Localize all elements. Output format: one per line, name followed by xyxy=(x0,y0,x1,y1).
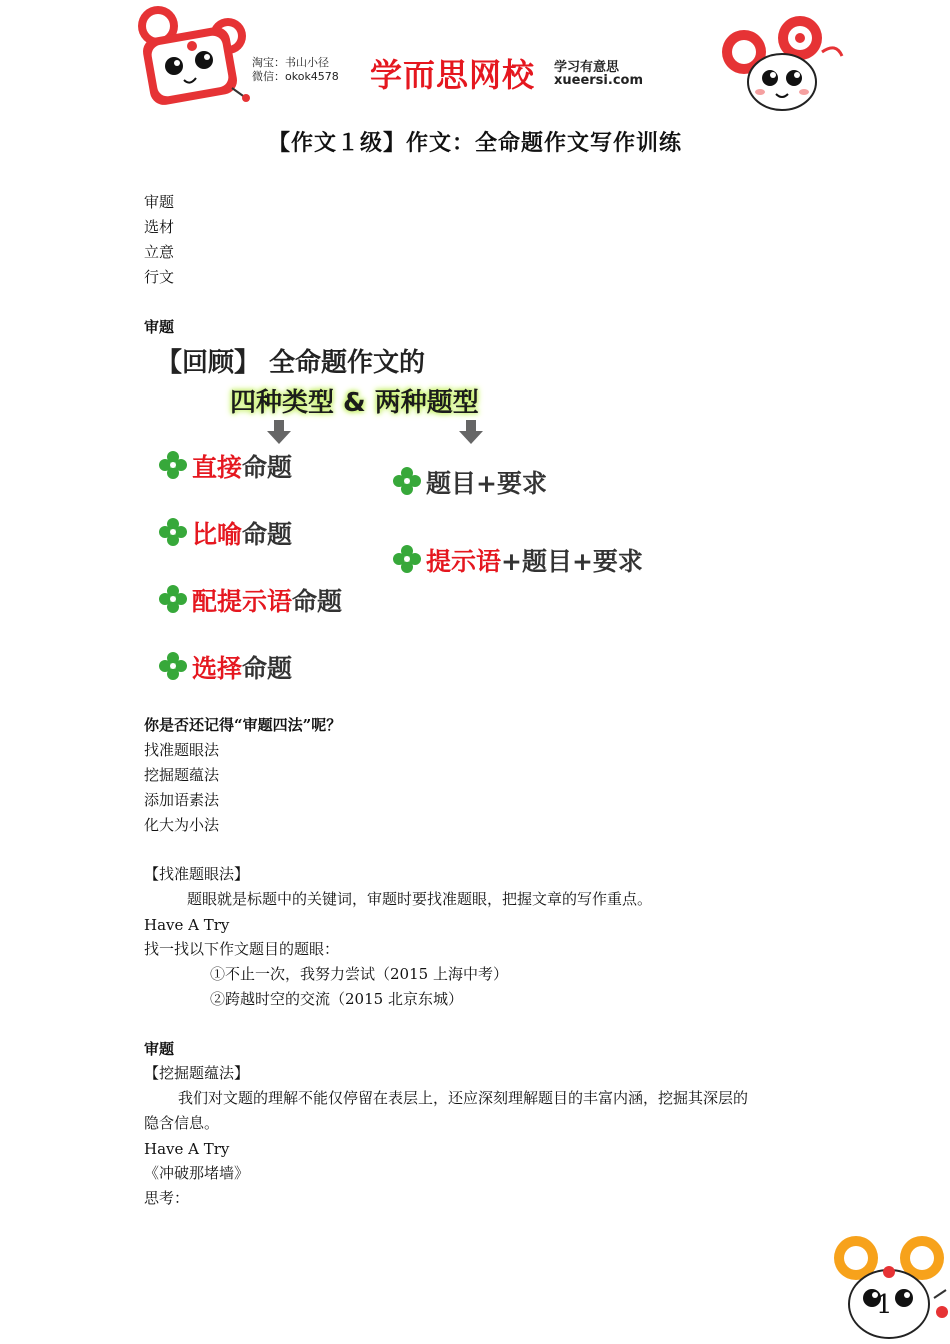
brand-url: xueersi.com xyxy=(554,73,644,88)
shop-line: 淘宝：书山小径 xyxy=(252,56,329,69)
clover-icon xyxy=(158,651,188,681)
method1-example: ①不止一次，我努力尝试（2015 上海中考） xyxy=(210,965,508,983)
type-item-direct xyxy=(158,448,292,484)
item-emphasis: 直接 xyxy=(192,453,243,482)
item-suffix: 命题 xyxy=(292,587,343,616)
method1-try-label: Have A Try xyxy=(144,916,230,934)
method2-description-cont: 隐含信息。 xyxy=(144,1114,220,1132)
clover-icon xyxy=(158,517,188,547)
method-list-item: 添加语素法 xyxy=(144,791,220,809)
brand-slogan: 学习有意思 xyxy=(554,60,620,75)
type-item-choice xyxy=(158,649,292,685)
clover-icon xyxy=(392,466,422,496)
item-suffix: +题目+要求 xyxy=(501,547,643,576)
outline-item: 行文 xyxy=(144,268,175,286)
outline-item: 选材 xyxy=(144,218,175,236)
infographic-heading-1: 【回顾】 全命题作文的 xyxy=(156,348,426,378)
item-emphasis: 选择 xyxy=(192,654,243,683)
outline-item: 审题 xyxy=(144,193,175,211)
item-emphasis: 配提示语 xyxy=(192,587,293,616)
format-item-title-requirement xyxy=(392,464,547,500)
method-list-item: 挖掘题蕴法 xyxy=(144,766,220,784)
format-item-prompt-title-requirement xyxy=(392,542,643,578)
item-suffix: 命题 xyxy=(242,654,293,683)
type-item-prompt xyxy=(158,582,342,618)
item-suffix: 命题 xyxy=(242,520,293,549)
review-infographic xyxy=(150,340,690,685)
method1-prompt: 找一找以下作文题目的题眼： xyxy=(144,940,340,958)
item-emphasis: 提示语 xyxy=(426,547,502,576)
clover-icon xyxy=(158,584,188,614)
clover-icon xyxy=(392,544,422,574)
infographic-heading-2: 四种类型 & 两种题型 xyxy=(230,388,479,418)
item-emphasis: 比喻 xyxy=(192,520,243,549)
clover-icon xyxy=(158,450,188,480)
wechat-line: 微信：okok4578 xyxy=(252,70,339,83)
type-item-metaphor xyxy=(158,515,292,551)
down-arrow-icon xyxy=(459,420,483,444)
item-suffix: 题目+要求 xyxy=(426,469,547,498)
method2-think-label: 思考： xyxy=(144,1189,190,1207)
page-number: 1 xyxy=(876,1290,893,1320)
brand-name: 学而思网校 xyxy=(370,56,536,94)
method-list-item: 化大为小法 xyxy=(144,816,220,834)
method1-description: 题眼就是标题中的关键词，审题时要找准题眼，把握文章的写作重点。 xyxy=(187,890,653,908)
mascot-footer-icon xyxy=(830,1228,948,1342)
method1-example: ②跨越时空的交流（2015 北京东城） xyxy=(210,990,463,1008)
method2-description: 我们对文题的理解不能仅停留在表层上，还应深刻理解题目的丰富内涵，挖掘其深层的 xyxy=(178,1089,749,1107)
four-methods-question: 你是否还记得“审题四法”呢？ xyxy=(144,716,342,734)
down-arrow-icon xyxy=(267,420,291,444)
section-heading: 审题 xyxy=(144,1040,175,1058)
item-suffix: 命题 xyxy=(242,453,293,482)
mascot-right-icon xyxy=(718,12,850,116)
method2-example-title: 《冲破那堵墙》 xyxy=(144,1164,250,1182)
document-title: 【作文１级】作文：全命题作文写作训练 xyxy=(267,130,682,156)
method-list-item: 找准题眼法 xyxy=(144,741,220,759)
outline-item: 立意 xyxy=(144,243,175,261)
method1-heading: 【找准题眼法】 xyxy=(144,865,250,883)
section-heading: 审题 xyxy=(144,318,175,336)
mascot-left-icon xyxy=(134,2,252,110)
method2-heading: 【挖掘题蕴法】 xyxy=(144,1064,250,1082)
method2-try-label: Have A Try xyxy=(144,1140,230,1158)
